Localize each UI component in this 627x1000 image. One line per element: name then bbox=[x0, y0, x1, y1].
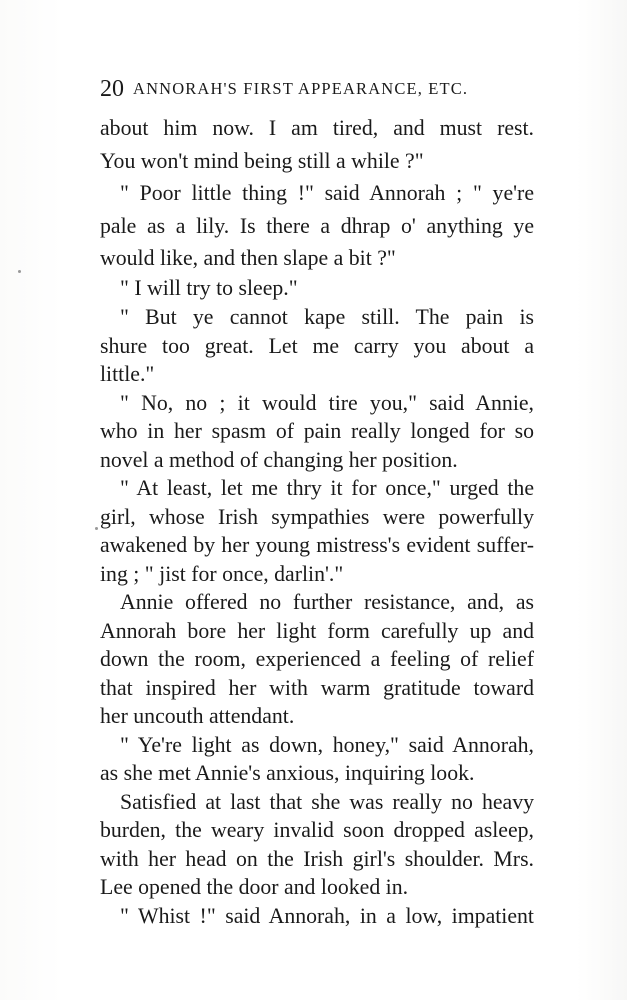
text-line: with her head on the Irish girl's shoulder. Mrs. bbox=[100, 847, 534, 871]
text-line: that inspired her with warm gratitude toward bbox=[100, 676, 534, 700]
text-line: ing ; " jist for once, darlin'." bbox=[100, 562, 344, 586]
text-line: pale as a lily. Is there a dhrap o' anything ye bbox=[100, 214, 534, 238]
text-line: " No, no ; it would tire you," said Annie, bbox=[120, 391, 534, 415]
text-line: You won't mind being still a while ?" bbox=[100, 149, 424, 173]
text-line: about him now. I am tired, and must rest. bbox=[100, 116, 534, 140]
text-line: awakened by her young mistress's evident suffer- bbox=[100, 533, 534, 557]
text-line: as she met Annie's anxious, inquiring look. bbox=[100, 761, 475, 785]
text-line: burden, the weary invalid soon dropped asleep, bbox=[100, 818, 534, 842]
text-line: " I will try to sleep." bbox=[120, 276, 298, 300]
text-line: " At least, let me thry it for once," urged the bbox=[120, 476, 534, 500]
text-line: down the room, experienced a feeling of relief bbox=[100, 647, 534, 671]
text-line: girl, whose Irish sympathies were powerfully bbox=[100, 505, 534, 529]
text-line: her uncouth attendant. bbox=[100, 704, 295, 728]
text-line: " Whist !" said Annorah, in a low, impatient bbox=[120, 904, 534, 928]
paper-speck bbox=[18, 270, 21, 273]
text-line: " But ye cannot kape still. The pain is bbox=[120, 305, 534, 329]
text-line: would like, and then slape a bit ?" bbox=[100, 246, 396, 270]
running-title: ANNORAH'S FIRST APPEARANCE, ETC. bbox=[133, 79, 469, 98]
page-header bbox=[100, 74, 530, 104]
text-line: little." bbox=[100, 362, 155, 386]
text-line: shure too great. Let me carry you about a bbox=[100, 334, 534, 358]
text-line: Annorah bore her light form carefully up and bbox=[100, 619, 534, 643]
text-line: Lee opened the door and looked in. bbox=[100, 875, 409, 899]
page-number: 20 bbox=[100, 76, 124, 102]
paper-speck bbox=[95, 527, 98, 530]
text-line: Annie offered no further resistance, and, as bbox=[120, 590, 534, 614]
text-line: who in her spasm of pain really longed for so bbox=[100, 419, 534, 443]
text-line: Satisfied at last that she was really no heavy bbox=[120, 790, 534, 814]
text-line: novel a method of changing her position. bbox=[100, 448, 458, 472]
text-line: " Poor little thing !" said Annorah ; " ye're bbox=[120, 181, 534, 205]
text-line: " Ye're light as down, honey," said Annorah, bbox=[120, 733, 534, 757]
